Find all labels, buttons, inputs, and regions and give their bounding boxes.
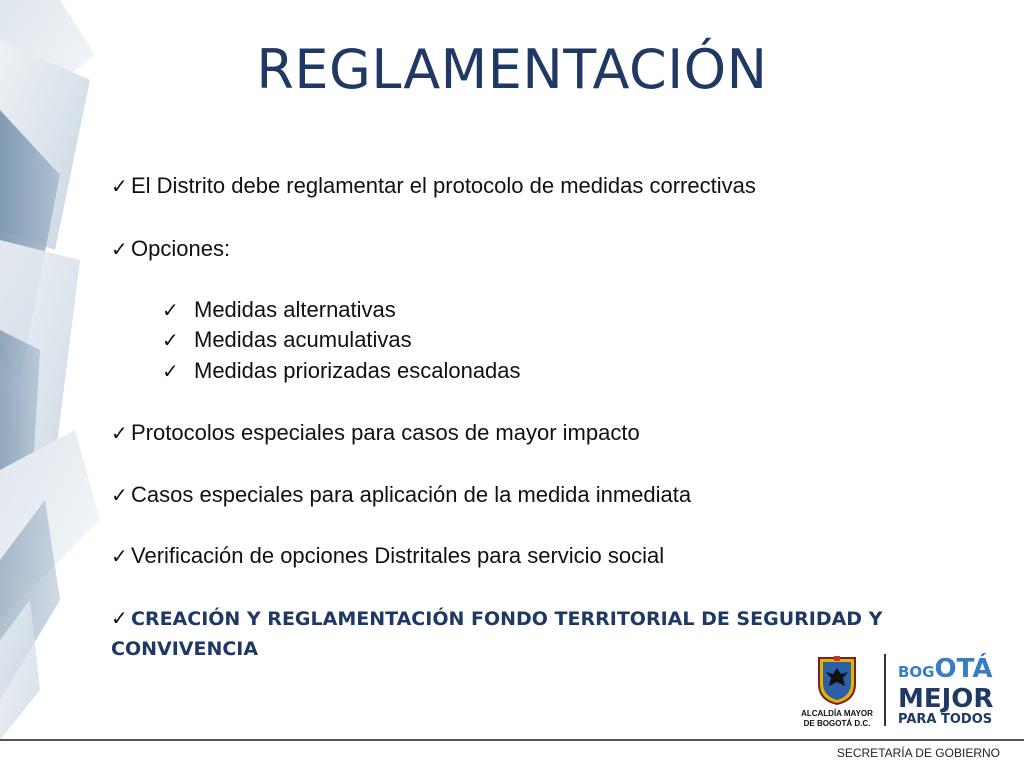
bogota-logo-line2: MEJOR (898, 684, 994, 714)
checkmark-icon: ✓ (162, 300, 179, 322)
sub-bullet-text: Medidas acumulativas (194, 327, 412, 352)
bullet-text: El Distrito debe reglamentar el protocolo de medidas correctivas (131, 173, 756, 198)
checkmark-icon: ✓ (111, 423, 128, 445)
checkmark-icon: ✓ (162, 330, 179, 352)
checkmark-icon: ✓ (111, 176, 128, 198)
highlight-bullet (111, 603, 911, 664)
footer-label: SECRETARÍA DE GOBIERNO (836, 746, 1000, 760)
sub-bullet-text: Medidas priorizadas escalonadas (194, 358, 521, 383)
sub-bullet-item (162, 297, 396, 324)
slide-title: REGLAMENTACIÓN (256, 38, 768, 101)
bogota-suffix: OTÁ (934, 654, 993, 684)
bullet-item (111, 173, 756, 200)
alcaldia-label-line1: ALCALDÍA MAYOR (801, 709, 873, 718)
checkmark-icon: ✓ (111, 606, 128, 630)
checkmark-icon: ✓ (111, 546, 128, 568)
bogota-logo-line1 (898, 654, 992, 684)
bullet-text: Protocolos especiales para casos de mayor impacto (131, 420, 640, 445)
bullet-item (111, 543, 664, 570)
logo-divider (884, 654, 886, 726)
bullet-item (111, 420, 640, 447)
checkmark-icon: ✓ (111, 485, 128, 507)
bullet-item (111, 236, 230, 263)
bullet-text: Casos especiales para aplicación de la medida inmediata (131, 482, 692, 507)
sub-bullet-text: Medidas alternativas (194, 297, 396, 322)
checkmark-icon: ✓ (111, 239, 128, 261)
bullet-text: Opciones: (131, 236, 231, 261)
logos (795, 652, 1005, 730)
highlight-bullet-text: CREACIÓN Y REGLAMENTACIÓN FONDO TERRITORIAL DE SEGURIDAD Y CONVIVENCIA (111, 608, 883, 660)
sub-bullet-item (162, 327, 412, 354)
bullet-text: Verificación de opciones Distritales para servicio social (131, 543, 665, 568)
bogota-prefix: BOG (898, 663, 935, 681)
alcaldia-label-line2: DE BOGOTÁ D.C. (803, 719, 871, 728)
coat-of-arms-icon (815, 654, 859, 706)
footer-divider (0, 739, 1024, 741)
sub-bullet-item (162, 358, 521, 385)
checkmark-icon: ✓ (162, 361, 179, 383)
bogota-logo-line3: PARA TODOS (898, 712, 993, 727)
bullet-item (111, 482, 691, 509)
